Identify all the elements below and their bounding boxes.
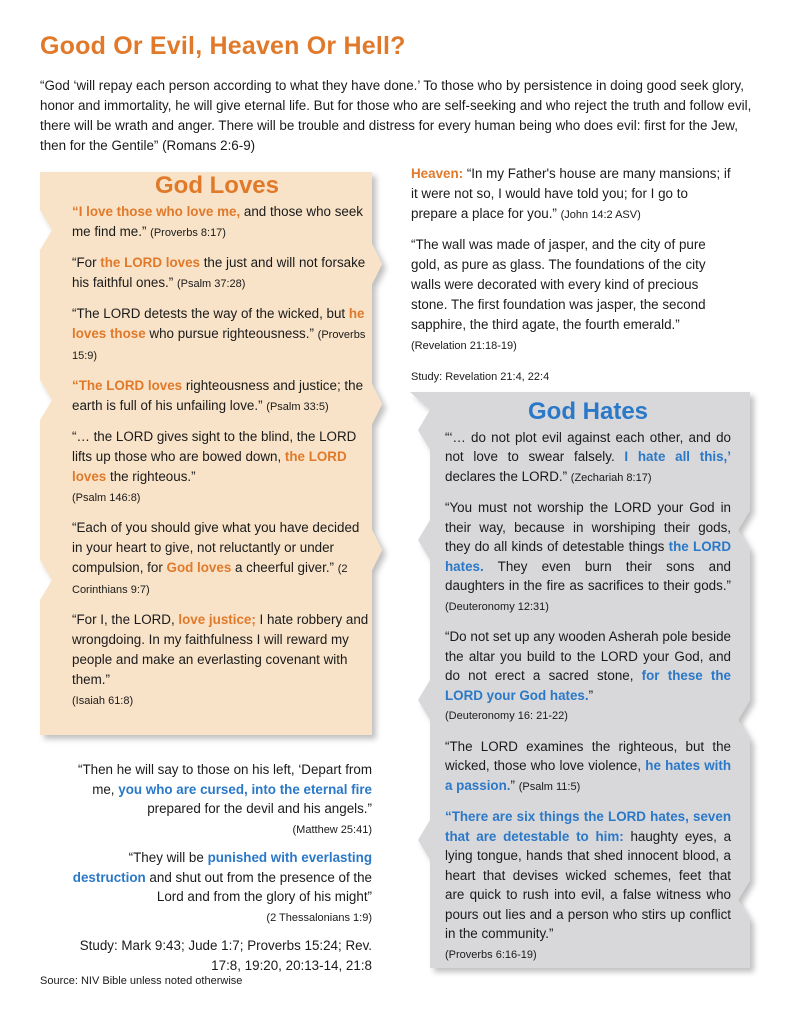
loves-quote-5: “… the LORD gives sight to the blind, the LORD lifts up those who are bowed down, the LORD loves the righteous.” (Psalm 146:8) bbox=[72, 429, 357, 504]
god-hates-section bbox=[445, 398, 732, 975]
loves-quote-4: “The LORD loves righteousness and justice; the earth is full of his unfailing love.” (Psalm 33:5) bbox=[72, 378, 364, 413]
loves-quote-1: “I love those who love me, and those who seek me find me.” (Proverbs 8:17) bbox=[72, 204, 364, 239]
loves-quote-2: “For the LORD loves the just and will not forsake his faithful ones.” (Psalm 37:28) bbox=[72, 255, 366, 290]
heaven-quote-1: Heaven: “In my Father's house are many mansions; if it were not so, I would have told you; for I go to prepare a place for you.” (John 14:2 ASV) bbox=[411, 166, 731, 221]
heaven-quote-2: “The wall was made of jasper, and the city of pure gold, as pure as glass. The foundations of the city walls were decorated with every kind of precious stone. The first foundation was jasper, the second sapphire, the third agate, the fourth emerald.” (Revelation 21:18-19) bbox=[411, 237, 706, 352]
loves-quote-3: “The LORD detests the way of the wicked, but he loves those who pursue righteousness.” (Proverbs 15:9) bbox=[72, 306, 366, 362]
loves-quote-6: “Each of you should give what you have decided in your heart to give, not reluctantly or under compulsion, for God loves a cheerful giver.” (2 Corinthians 9:7) bbox=[72, 520, 360, 596]
god-loves-heading: God Loves bbox=[154, 172, 280, 199]
god-loves-section bbox=[72, 172, 372, 721]
hell-section bbox=[70, 760, 372, 983]
hell-quote-2: “They will be punished with everlasting destruction and shut out from the presence of the Lord and from the glory of his might” (2 Thessalonians 1:9) bbox=[72, 850, 372, 924]
god-hates-heading: God Hates bbox=[527, 398, 649, 425]
heaven-section bbox=[411, 164, 731, 397]
loves-quote-7: “For I, the LORD, love justice; I hate robbery and wrongdoing. In my faithfulness I will reward my people and make an everlasting covenant with them.” (Isaiah 61:8) bbox=[72, 612, 369, 707]
intro-quote bbox=[40, 76, 758, 156]
hates-quote-1: “‘… do not plot evil against each other, and do not love to swear falsely. I hate all this,’ declares the LORD.” (Zechariah 8:17) bbox=[445, 429, 731, 484]
hell-study: Study: Mark 9:43; Jude 1:7; Proverbs 15:24; Rev. 17:8, 19:20, 20:13-14, 21:8 bbox=[79, 938, 372, 973]
intro-text: “God ‘will repay each person according to what they have done.’ To those who by persistence in doing good seek glory, honor and immortality, he will give eternal life. But for those who are self-seeking and who reject the truth and follow evil, there will be wrath and anger. There will be trouble and distress for every human being who does evil: first for the Jew, then for the Gentile” bbox=[40, 78, 752, 153]
hates-quote-2: “You must not worship the LORD your God in their way, because in worshiping their gods, they do all kinds of detestable things the LORD hates. They even burn their sons and daughters in the fire as sacrifices to their gods.” (Deuteronomy 12:31) bbox=[445, 500, 731, 613]
page-title: Good Or Evil, Heaven Or Hell? bbox=[40, 32, 406, 60]
hell-quote-1: “Then he will say to those on his left, ‘Depart from me, you who are cursed, into the eternal fire prepared for the devil and his angels.” (Matthew 25:41) bbox=[78, 762, 372, 836]
hates-quote-5: “There are six things the LORD hates, seven that are detestable to him: haughty eyes, a lying tongue, hands that shed innocent blood, a heart that devises wicked schemes, feet that are quick to rush into evil, a false witness who pours out lies and a person who stirs up conflict in the community.” (Proverbs 6:16-19) bbox=[445, 809, 732, 961]
hates-quote-4: “The LORD examines the righteous, but the wicked, those who love violence, he hates with a passion.” (Psalm 11:5) bbox=[445, 738, 731, 793]
intro-reference: (Romans 2:6-9) bbox=[162, 138, 256, 153]
source-note: Source: NIV Bible unless noted otherwise bbox=[40, 975, 243, 987]
heaven-study: Study: Revelation 21:4, 22:4 bbox=[411, 371, 550, 383]
hates-quote-3: “Do not set up any wooden Asherah pole beside the altar you build to the LORD your God, and do not erect a sacred stone, for these the LORD your God hates.” (Deuteronomy 16: 21-22) bbox=[445, 629, 732, 722]
